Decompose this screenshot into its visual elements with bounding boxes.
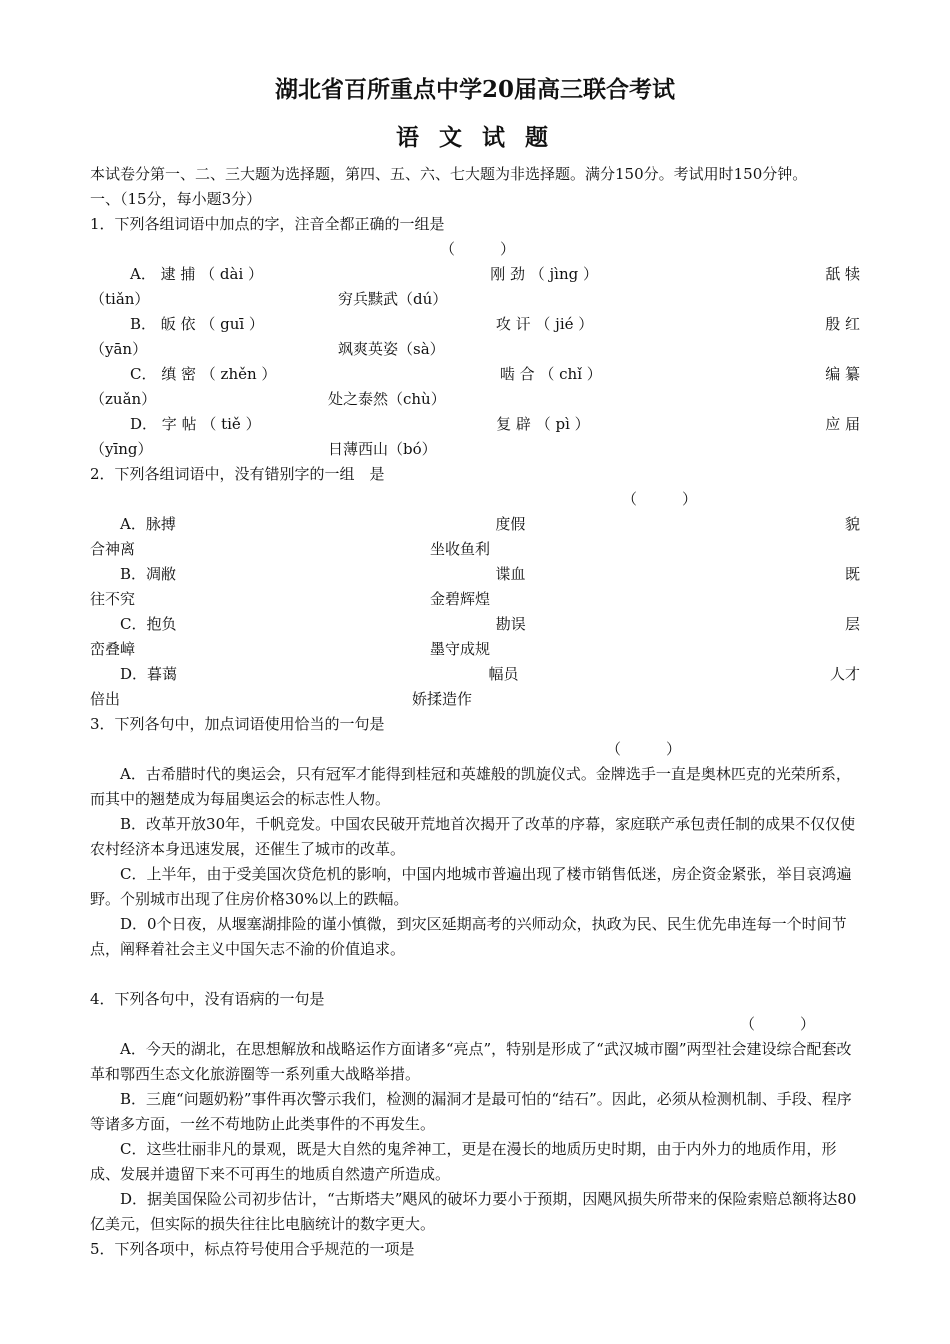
- spacer: [90, 962, 860, 987]
- question-2-option-b: B．凋敝 谍血 既: [120, 565, 860, 583]
- question-4-stem: 4．下列各句中，没有语病的一句是: [90, 990, 325, 1008]
- question-2-option-c: C．抱负 勘误 层: [120, 615, 860, 633]
- exam-intro: 本试卷分第一、二、三大题为选择题，第四、五、六、七大题为非选择题。满分150分。考试用时150分钟。: [90, 165, 808, 183]
- question-3-answer-bracket: （ ）: [606, 740, 682, 758]
- question-1-option-d-cont: （yīng） 日薄西山（bó）: [90, 440, 437, 458]
- question-1-option-c-cont: （zuǎn） 处之泰然（chù）: [90, 390, 446, 408]
- question-4-option-a: A．今天的湖北，在思想解放和战略运作方面诸多“亮点”，特别是形成了“武汉城市圈”两型社会建设综合配套改革和鄂西生态文化旅游圈等一系列重大战略举措。: [90, 1040, 852, 1083]
- question-1-stem: 1．下列各组词语中加点的字，注音全都正确的一组是: [90, 215, 445, 233]
- question-2-stem: 2．下列各组词语中，没有错别字的一组 是: [90, 465, 385, 483]
- question-2-option-c-cont: 峦叠嶂 墨守成规: [90, 640, 491, 658]
- section-heading: 一、（15分，每小题3分）: [90, 190, 262, 208]
- question-3-stem: 3．下列各句中，加点词语使用恰当的一句是: [90, 715, 385, 733]
- question-1-option-a: A． 逮 捕 （ dài ） 刚 劲 （ jìng ） 舐 犊: [130, 265, 860, 283]
- question-1-option-b: B． 皈 依 （ guī ） 攻 讦 （ jié ） 殷 红: [130, 315, 860, 333]
- exam-subtitle: 语 文 试 题: [395, 124, 555, 151]
- question-3-option-c: C．上半年，由于受美国次贷危机的影响，中国内地城市普遍出现了楼市销售低迷，房企资金紧张，举目哀鸿遍野。个别城市出现了住房价格30%以上的跌幅。: [90, 865, 852, 908]
- question-4-option-d: D．据美国保险公司初步估计，“古斯塔夫”飓风的破坏力要小于预期，因飓风损失所带来的保险索赔总额将达80亿美元，但实际的损失往往比电脑统计的数字更大。: [90, 1190, 857, 1233]
- question-2-option-a: A．脉搏 度假 貌: [120, 515, 860, 533]
- question-2-option-d-cont: 倍出 娇揉造作: [90, 690, 473, 708]
- question-3-option-b: B．改革开放30年，千帆竞发。中国农民破开荒地首次揭开了改革的序幕，家庭联产承包责任制的成果不仅仅使农村经济本身迅速发展，还催生了城市的改革。: [90, 815, 856, 858]
- question-3-option-a: A．古希腊时代的奥运会，只有冠军才能得到桂冠和英雄般的凯旋仪式。金牌选手一直是奥林匹克的光荣所系，而其中的翘楚成为每届奥运会的标志性人物。: [90, 765, 851, 808]
- question-1-option-d: D． 字 帖 （ tiě ） 复 辟 （ pì ） 应 届: [130, 415, 860, 433]
- question-2-option-a-cont: 合神离 坐收鱼利: [90, 540, 491, 558]
- question-3-option-d: D．0个日夜，从堰塞湖排险的谨小慎微，到灾区延期高考的兴师动众，执政为民、民生优先串连每一个时间节点，阐释着社会主义中国矢志不渝的价值追求。: [90, 915, 847, 958]
- question-1-option-c: C． 缜 密 （ zhěn ） 啮 合 （ chǐ ） 编 纂: [130, 365, 860, 383]
- question-2-option-b-cont: 往不究 金碧辉煌: [90, 590, 491, 608]
- question-2-option-d: D．暮蔼 幅员 人才: [120, 665, 860, 683]
- question-5-stem: 5．下列各项中，标点符号使用合乎规范的一项是: [90, 1240, 415, 1258]
- exam-title: 湖北省百所重点中学20届高三联合考试: [274, 76, 675, 103]
- exam-page: [90, 70, 860, 1262]
- question-1-option-a-cont: （tiǎn） 穷兵黩武（dú）: [90, 290, 448, 308]
- question-4-option-b: B．三鹿“问题奶粉”事件再次警示我们，检测的漏洞才是最可怕的“结石”。因此，必须从检测机制、手段、程序等诸多方面，一丝不苟地防止此类事件的不再发生。: [90, 1090, 852, 1133]
- question-2-answer-bracket: （ ）: [622, 490, 698, 508]
- question-4-option-c: C．这些壮丽非凡的景观，既是大自然的鬼斧神工，更是在漫长的地质历史时期，由于内外力的地质作用，形成、发展并遗留下来不可再生的地质自然遗产所造成。: [90, 1140, 837, 1183]
- question-1-answer-bracket: （ ）: [440, 240, 516, 258]
- question-4-answer-bracket: （ ）: [740, 1015, 816, 1033]
- question-1-option-b-cont: （yān） 飒爽英姿（sà）: [90, 340, 445, 358]
